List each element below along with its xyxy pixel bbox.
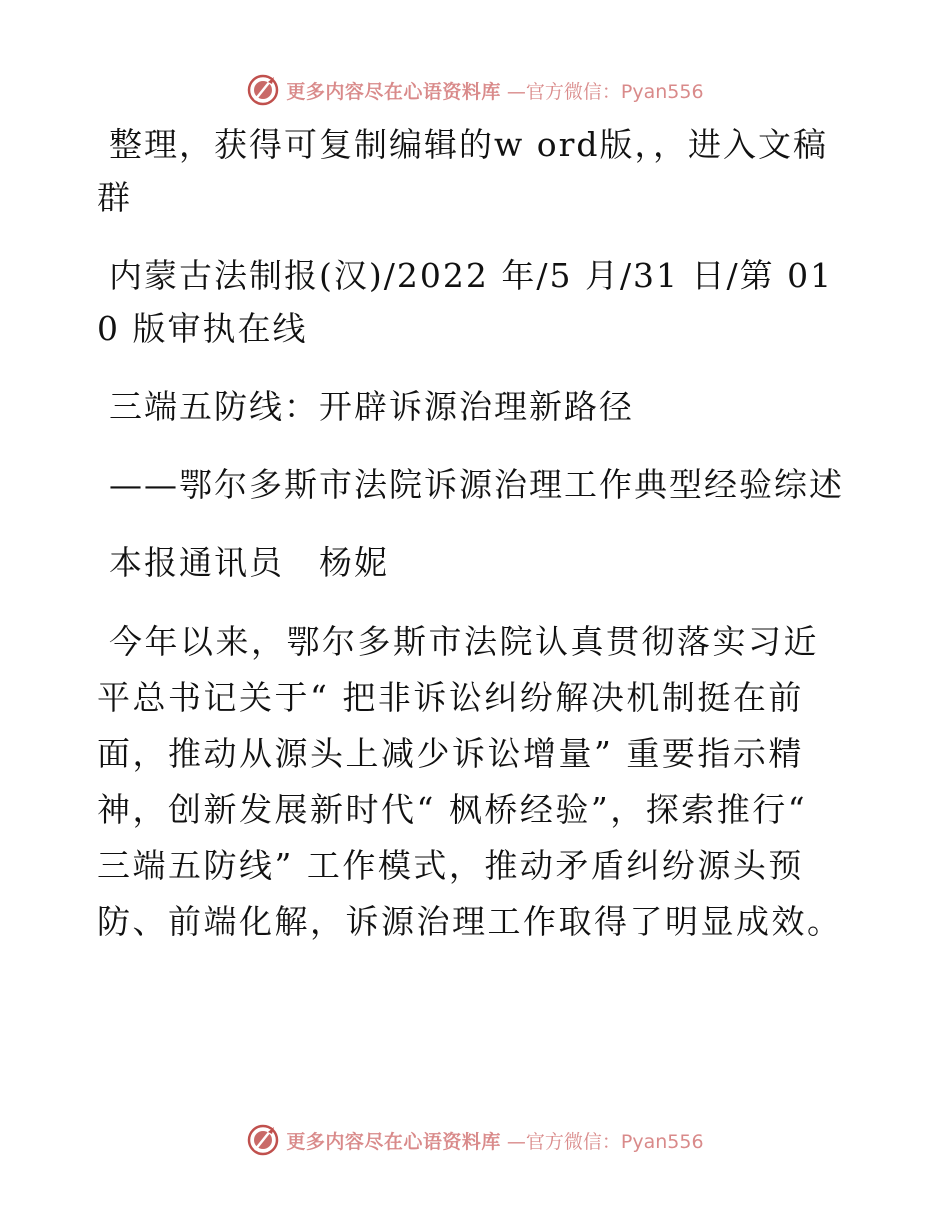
footer-watermark xyxy=(0,1120,950,1160)
article-title: 三端五防线：开辟诉源治理新路径 xyxy=(109,387,634,426)
watermark-site-text: 更多内容尽在心语资料库 xyxy=(286,1130,501,1153)
article-subtitle: ——鄂尔多斯市法院诉源治理工作典型经验综述 xyxy=(109,465,844,504)
body-paragraph: 今年以来，鄂尔多斯市法院认真贯彻落实习近平总书记关于“ 把非诉讼纠纷解决机制挺在前面，推动从源头上减少诉讼增量” 重要指示精神，创新发展新时代“ 枫桥经验”，探索推行“ 三端五防线” 工作模式，推动矛盾纠纷源头预防、前端化解，诉源治理工作取得了明显成效。 xyxy=(97,622,843,941)
watermark-site-text: 更多内容尽在心语资料库 xyxy=(286,80,501,103)
quill-seal-icon xyxy=(246,1123,280,1157)
byline: 本报通讯员 杨妮 xyxy=(109,543,389,582)
watermark-official-text: —官方微信：Pyan556 xyxy=(506,80,704,103)
source-line: 内蒙古法制报(汉)/2022 年/5 月/31 日/第 010 版审执在线 xyxy=(97,256,834,348)
quill-seal-icon xyxy=(246,73,280,107)
document-body xyxy=(97,118,852,975)
intro-line: 整理，获得可复制编辑的w ord版，，进入文稿群 xyxy=(97,125,829,217)
header-watermark xyxy=(0,70,950,110)
watermark-official-text: —官方微信：Pyan556 xyxy=(506,1130,704,1153)
